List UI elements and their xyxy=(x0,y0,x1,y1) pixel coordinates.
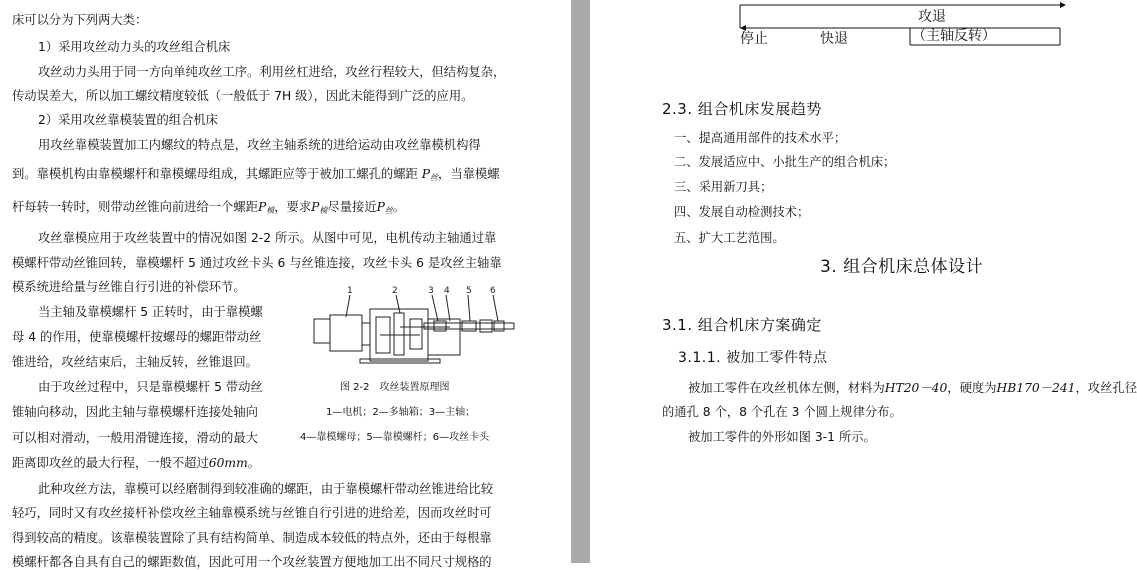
text-line: 得到较高的精度。该靠模装置除了具有结构简单、制造成本较低的特点外，还由于每根靠 xyxy=(12,530,492,546)
text-line xyxy=(12,199,405,219)
text-line xyxy=(688,380,1137,396)
text-line: 母 4 的作用，使靠模螺杆按螺母的螺距带动丝 xyxy=(12,329,261,345)
flow-label-kuaitui: 快退 xyxy=(820,31,848,47)
trend-item: 二、发展适应中、小批生产的组合机床； xyxy=(674,154,895,170)
text-span: ，当靠模螺 xyxy=(438,167,500,181)
diagram-label-4: 4 xyxy=(444,286,450,296)
math-symbol xyxy=(422,167,438,181)
text-span: ，要求 xyxy=(274,200,311,214)
text-line: 传动误差大，所以加工螺纹精度较低（一般低于 7H 级），因此未能得到广泛的应用。 xyxy=(12,88,473,104)
text-span: 到。靠模机构由靠模螺杆和靠模螺母组成，其螺距应等于被加工螺孔的螺距 xyxy=(12,167,418,181)
math-value: 60mm xyxy=(209,456,248,470)
math-p: P xyxy=(422,167,430,181)
diagram-label-3: 3 xyxy=(428,286,434,296)
trend-item: 一、提高通用部件的技术水平； xyxy=(674,130,846,146)
text-span: 距离即攻丝的最大行程，一般不超过 xyxy=(12,456,209,470)
text-line: 模螺杆带动丝锥回转，靠模螺杆 5 通过攻丝卡头 6 与丝锥连接，攻丝卡头 6 是攻丝主轴靠 xyxy=(12,255,502,271)
text-line xyxy=(12,455,260,471)
trend-item: 三、采用新刀具； xyxy=(674,179,772,195)
text-line: 当主轴及靠模螺杆 5 正转时，由于靠模螺 xyxy=(38,304,263,320)
text-line: 锥进给，攻丝结束后，主轴反转，丝锥退回。 xyxy=(12,354,258,370)
text-line: 1）采用攻丝动力头的攻丝组合机床 xyxy=(38,39,230,55)
math-sub: 丝 xyxy=(385,206,393,215)
text-span: ，攻丝孔径 xyxy=(1076,381,1137,395)
workflow-diagram xyxy=(730,0,1070,50)
text-span: 杆每转一转时，则带动丝锥向前进给一个螺距 xyxy=(12,200,258,214)
math-symbol xyxy=(258,200,274,214)
text-span: ，硬度为 xyxy=(947,381,996,395)
section-heading-3-1: 3.1. 组合机床方案确定 xyxy=(662,315,822,335)
flow-label-zhuzhou: （主轴反转） xyxy=(912,28,996,44)
text-line: 的通孔 8 个，8 个孔在 3 个圆上规律分布。 xyxy=(662,404,902,420)
diagram-label-5: 5 xyxy=(466,286,472,296)
text-line: 用攻丝靠模装置加工内螺纹的特点是，攻丝主轴系统的进给运动由攻丝靠模机构得 xyxy=(38,137,481,153)
math-sub: 丝 xyxy=(430,173,438,182)
text-line: 可以相对滑动，一般用滑键连接，滑动的最大 xyxy=(12,430,258,446)
math-p: P xyxy=(258,200,266,214)
text-line: 攻丝靠模应用于攻丝装置中的情况如图 2-2 所示。从图中可见，电机传动主轴通过靠 xyxy=(38,230,496,246)
text-span: 。 xyxy=(393,200,405,214)
flow-label-tingzhi: 停止 xyxy=(740,31,768,47)
material-value: HT20－40 xyxy=(885,381,948,395)
text-line: 由于攻丝过程中，只是靠模螺杆 5 带动丝 xyxy=(38,379,263,395)
math-symbol xyxy=(377,200,393,214)
text-line-cut xyxy=(12,0,24,12)
math-symbol xyxy=(311,200,327,214)
text-span: 被加工零件在攻丝机体左侧，材料为 xyxy=(688,381,885,395)
diagram-label-6: 6 xyxy=(490,286,496,296)
figure-legend: 1—电机；2—多轴箱；3—主轴； xyxy=(326,407,475,419)
diagram-label-1: 1 xyxy=(347,286,353,296)
text-line: 床可以分为下列两大类： xyxy=(12,12,147,28)
text-line: 被加工零件的外形如图 3-1 所示。 xyxy=(688,429,876,445)
flow-label-gongtui: 攻退 xyxy=(918,9,946,25)
right-page xyxy=(590,0,1122,563)
math-sub: 模 xyxy=(319,206,327,215)
text-span: 尽量接近 xyxy=(327,200,376,214)
figure-caption: 图 2-2 攻丝装置原理图 xyxy=(340,382,450,394)
text-line: 轻巧，同时又有攻丝接杆补偿攻丝主轴靠模系统与丝锥自行引进的进给差，因而攻丝时可 xyxy=(12,505,492,521)
text-span: 。 xyxy=(248,456,260,470)
hardness-value: HB170－241 xyxy=(997,381,1076,395)
math-sub: 模 xyxy=(266,206,274,215)
text-line: 攻丝动力头用于同一方向单纯攻丝工序。利用丝杠进给，攻丝行程较大，但结构复杂， xyxy=(38,64,505,80)
text-line: 模系统进给量与丝锥自行引进的补偿环节。 xyxy=(12,279,246,295)
left-page xyxy=(0,0,571,563)
section-heading-2-3: 2.3. 组合机床发展趋势 xyxy=(662,99,822,119)
chapter-heading-3: 3. 组合机床总体设计 xyxy=(820,256,983,278)
trend-item: 五、扩大工艺范围。 xyxy=(674,230,785,246)
figure-legend: 4—靠模螺母；5—靠模螺杆；6—攻丝卡头 xyxy=(300,432,489,444)
text-line: 此种攻丝方法，靠模可以经磨制得到较准确的螺距，由于靠模螺杆带动丝锥进给比较 xyxy=(38,481,493,497)
text-line xyxy=(12,166,500,186)
text-line: 模螺杆都各自具有自己的螺距数值，因此可用一个攻丝装置方便地加工出不同尺寸规格的 xyxy=(12,554,492,570)
page-gap xyxy=(571,0,590,563)
text-line: 锥轴向移动，因此主轴与靠模螺杆连接处轴向 xyxy=(12,404,258,420)
trend-item: 四、发展自动检测技术； xyxy=(674,204,809,220)
diagram-label-2: 2 xyxy=(392,286,398,296)
text-line: 2）采用攻丝靠模装置的组合机床 xyxy=(38,112,218,128)
math-p: P xyxy=(377,200,385,214)
tapping-device-diagram xyxy=(300,283,520,373)
math-p: P xyxy=(311,200,319,214)
section-heading-3-1-1: 3.1.1. 被加工零件特点 xyxy=(678,348,828,368)
